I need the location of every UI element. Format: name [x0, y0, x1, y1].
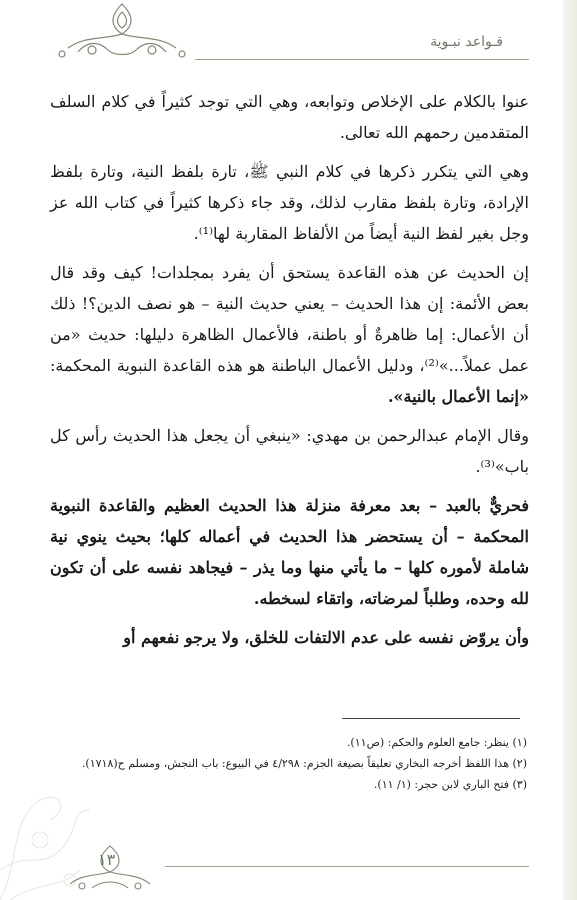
footnote-3: (٣) فتح الباري لابن حجر: (١/ ١١).	[373, 778, 527, 791]
paragraph-3-text: إن الحديث عن هذه القاعدة يستحق أن يفرد بمجلدات! كيف وقد قال بعض الأئمة: إن هذا الحديث – يعني حديث النية – هو نصف الدين؟! ذلك أن الأعمال: إما ظاهرةٌ أو باطنة، فالأعمال الظاهرة دليلها: حديث «من عمل عملاً...»⁽²⁾، ودليل الأعمال الباطنة هو هذه القاعدة النبوية المحكمة:	[50, 263, 530, 375]
paragraph-3	[50, 257, 529, 412]
page-edge-shading	[563, 0, 577, 900]
paragraph-1: عنوا بالكلام على الإخلاص وتوابعه، وهي التي توجد كثيراً في كلام السلف المتقدمين رحمهم الله تعالى.	[50, 92, 529, 142]
footnote-1: (١) ينظر: جامع العلوم والحكم: (ص١١).	[346, 736, 527, 749]
header-divider	[195, 59, 529, 60]
paragraph-4: وقال الإمام عبدالرحمن بن مهدي: «ينبغي أن يجعل هذا الحديث رأس كل باب»⁽³⁾.	[50, 426, 529, 476]
paragraph-6: وأن يروّض نفسه على عدم الالتفات للخلق، ولا يرجو نفعهم أو	[123, 628, 529, 647]
page-number: ١٣	[98, 850, 116, 869]
floral-header-ornament-icon	[48, 0, 196, 60]
running-header-title: قـواعد نبـوية	[430, 34, 503, 50]
main-text	[50, 86, 529, 661]
hadith-quote: «إنما الأعمال بالنية».	[387, 387, 529, 406]
paragraph-5: فحريٌّ بالعبد – بعد معرفة منزلة هذا الحديث العظيم والقاعدة النبوية المحكمة – أن يستحضر هذا الحديث في أعماله كلها؛ بحيث ينوي نية شاملة لأموره كلها – ما يأتي منها وما يذر – فيجاهد نفسه على أن تكون لله وحده، وطلباً لمرضاته، واتقاء لسخطه.	[50, 496, 529, 608]
footnote-divider	[342, 718, 520, 719]
footnote-2: (٢) هذا اللفظ أخرجه البخاري تعليقاً بصيغة الجزم: ٤/٢٩٨ في البيوع: باب النجش، ومسلم ح(١٧١٨).	[81, 757, 527, 770]
footer-divider	[165, 866, 529, 867]
paragraph-2: وهي التي يتكرر ذكرها في كلام النبي ﷺ، تارة بلفظ النية، وتارة بلفظ الإرادة، وتارة بلفظ مقارب لذلك، وقد جاء ذكرها كثيراً في كتاب الله عز وجل بغير لفظ النية أيضاً من الألفاظ المقاربة لها⁽¹⁾.	[50, 162, 529, 243]
